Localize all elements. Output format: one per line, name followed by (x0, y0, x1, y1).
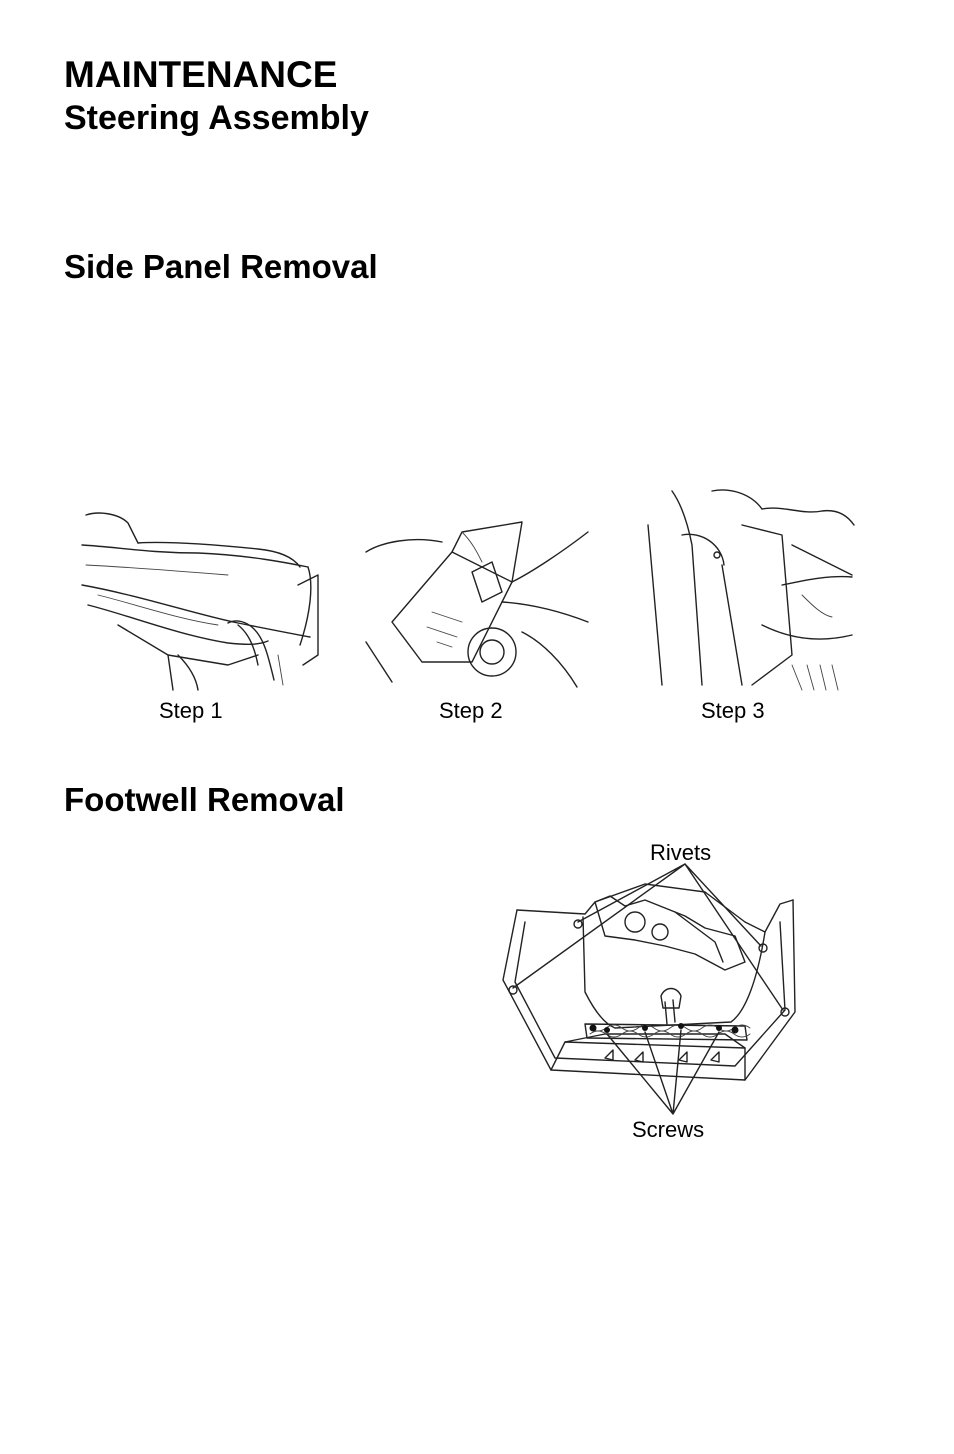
footwell-heading: Footwell Removal (64, 781, 345, 818)
screws-label: Screws (632, 1117, 705, 1142)
step-3-caption: Step 3 (701, 698, 765, 723)
step-2-caption: Step 2 (439, 698, 503, 723)
step-2-illustration (362, 512, 592, 692)
section-title: MAINTENANCE (64, 54, 338, 95)
rivets-label: Rivets (650, 840, 712, 865)
step-1-caption: Step 1 (159, 698, 223, 723)
step-3-illustration (642, 485, 857, 695)
step-1-illustration (78, 505, 328, 695)
footwell-diagram (495, 862, 805, 1122)
side-panel-heading: Side Panel Removal (64, 248, 378, 285)
subsection-title: Steering Assembly (64, 99, 369, 137)
